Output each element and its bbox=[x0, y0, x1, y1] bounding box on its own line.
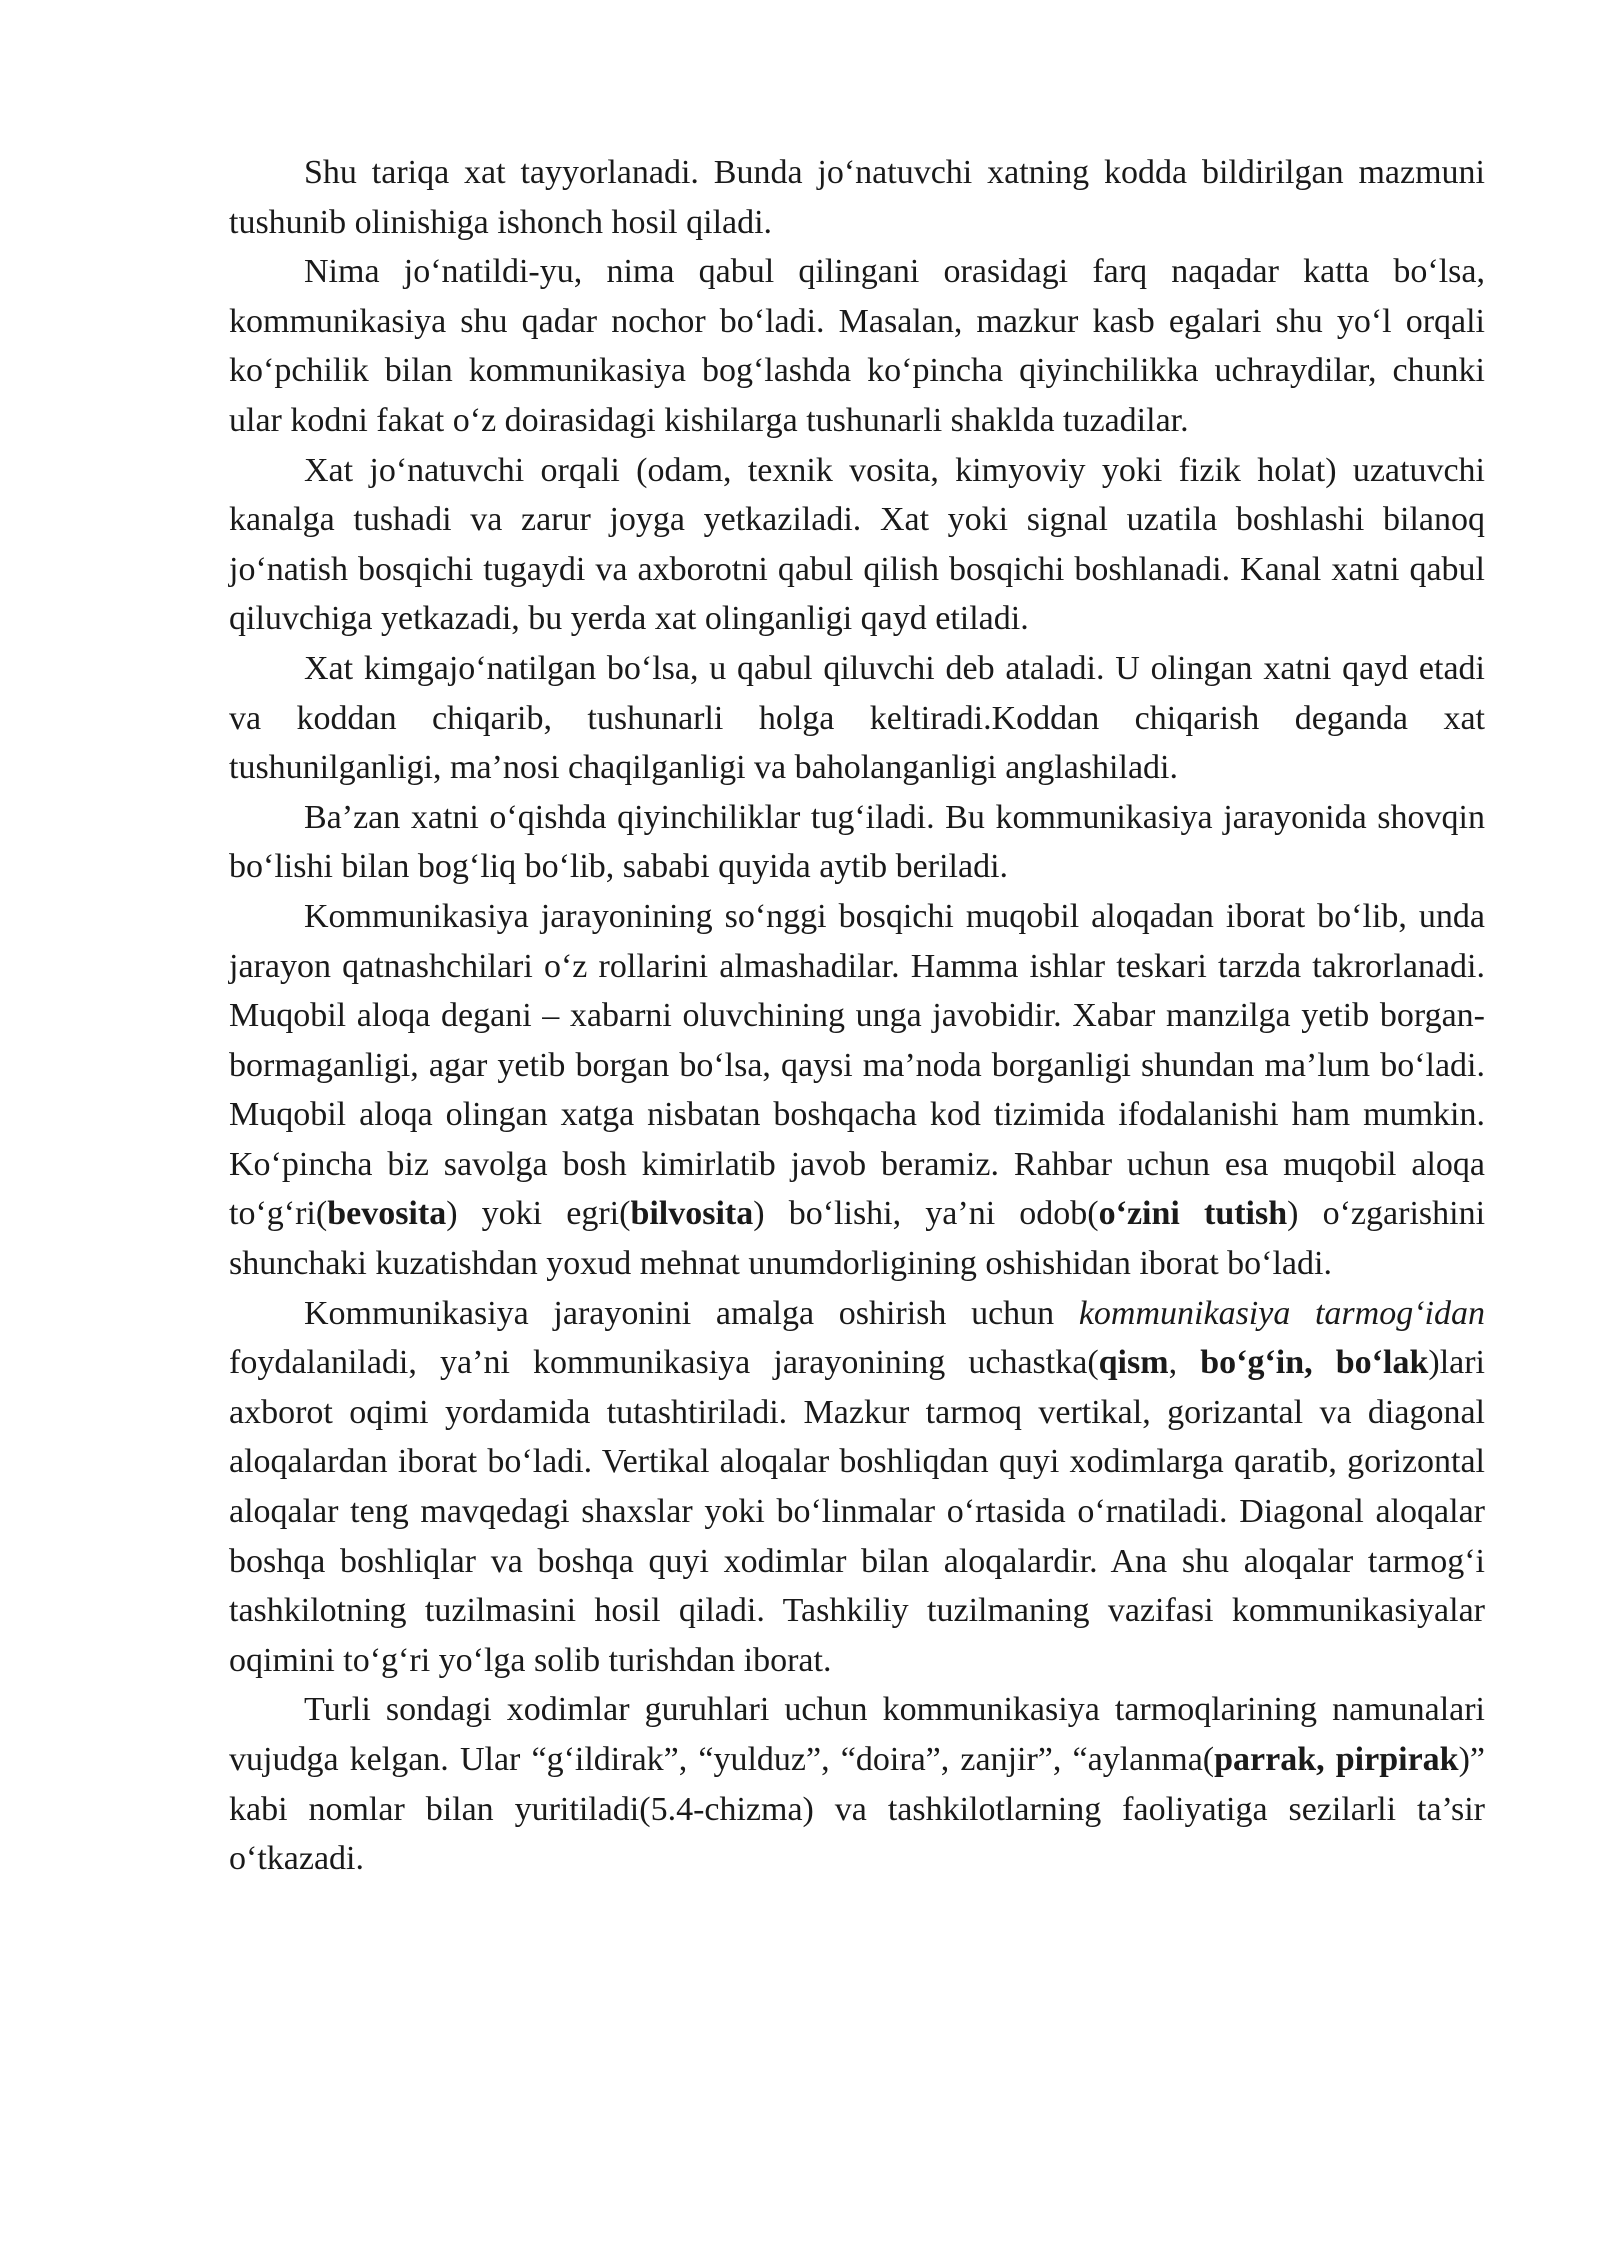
text-run: ) bo‘lishi, ya’ni odob( bbox=[753, 1195, 1099, 1233]
text-run: , bbox=[1168, 1344, 1201, 1382]
text-run: ) o‘zgarishini shunchaki kuzatishdan yoxud mehnat unumdorligining oshishidan iborat bo‘ladi. bbox=[229, 1195, 1486, 1283]
text-run: ) yoki egri( bbox=[446, 1195, 631, 1233]
text-run: Nima jo‘natildi-yu, nima qabul qilingani orasidagi farq naqadar katta bo‘lsa, kommunikasiya shu qadar nochor bo‘ladi. Masalan, mazkur kasb egalari shu yo‘l orqali ko‘pchilik bilan kommunikasiya bog‘lashda ko‘pincha qiyinchilikka uchraydilar, chunki ular kodni fakat o‘z doirasidagi kishilarga tushunarli shaklda tuzadilar. bbox=[229, 253, 1485, 439]
text-run: foydalaniladi, ya’ni kommunikasiya jarayonining uchastka( bbox=[229, 1344, 1099, 1382]
text-run: )” kabi nomlar bilan yuritiladi(5.4-chizma) va tashkilotlarning faoliyatiga sezilarli ta’sir o‘tkazadi. bbox=[229, 1741, 1485, 1878]
text-run: Xat jo‘natuvchi orqali (odam, texnik vosita, kimyoviy yoki fizik holat) uzatuvchi kanalga tushadi va zarur joyga yetkaziladi. Xat yoki signal uzatila boshlashi bilanoq jo‘natish bosqichi tugaydi va axborotni qabul qilish bosqichi boshlanadi. Kanal xatni qabul qiluvchiga yetkazadi, bu yerda xat olinganligi qayd etiladi. bbox=[229, 451, 1485, 638]
text-run: Kommunikasiya jarayonining so‘nggi bosqichi muqobil aloqadan iborat bo‘lib, unda jarayon qatnashchilari o‘z rollarini almashadilar. Hamma ishlar teskari tarzda takrorlanadi. Muqobil aloqa degani – xabarni oluvchining unga javobidir. Xabar manzilga yetib borgan-bormaganligi, agar yetib borgan bo‘lsa, qaysi ma’noda borganligi shundan ma’lum bo‘ladi. Muqobil aloqa olingan xatga nisbatan boshqacha kod tizimida ifodalanishi ham mumkin. Ko‘pincha biz savolga bosh kimirlatib javob beramiz. Rahbar uchun esa muqobil aloqa to‘g‘ri( bbox=[229, 897, 1485, 1233]
italic-term: kommunikasiya tarmog‘idan bbox=[1078, 1294, 1485, 1332]
text-run: Xat kimgajo‘natilgan bo‘lsa, u qabul qiluvchi deb ataladi. U olingan xatni qayd etadi va koddan chiqarib, tushunarli holga keltiradi.Koddan chiqarish deganda xat tushunilganligi, ma’nosi chaqilganligi va baholanganligi anglashiladi. bbox=[229, 649, 1485, 787]
text-run: )lari axborot oqimi yordamida tutashtiriladi. Mazkur tarmoq vertikal, gorizantal va diagonal aloqalardan iborat bo‘ladi. Vertikal aloqalar boshliqdan quyi xodimlarga qaratib, gorizontal aloqalar teng mavqedagi shaxslar yoki bo‘linmalar o‘rtasida o‘rnatiladi. Diagonal aloqalar boshqa boshliqlar va boshqa quyi xodimlar bilan aloqalardir. Ana shu aloqalar tarmog‘i tashkilotning tuzilmasini hosil qiladi. Tashkiliy tuzilmaning vazifasi kommunikasiyalar oqimini to‘g‘ri yo‘lga solib turishdan iborat. bbox=[229, 1344, 1486, 1679]
paragraph bbox=[229, 446, 1485, 644]
document-page bbox=[229, 148, 1485, 1884]
text-run: Ba’zan xatni o‘qishda qiyinchiliklar tug‘iladi. Bu kommunikasiya jarayonida shovqin bo‘lishi bilan bog‘liq bo‘lib, sababi quyida aytib beriladi. bbox=[229, 798, 1485, 886]
bold-term: parrak, pirpirak bbox=[1214, 1741, 1459, 1778]
paragraph bbox=[229, 892, 1485, 1289]
bold-term: bilvosita bbox=[630, 1195, 754, 1233]
paragraph bbox=[229, 148, 1485, 247]
text-run: Kommunikasiya jarayonini amalga oshirish uchun bbox=[304, 1294, 1079, 1332]
bold-term: bevosita bbox=[327, 1195, 447, 1233]
bold-term: qism bbox=[1098, 1344, 1169, 1382]
paragraph bbox=[229, 644, 1485, 793]
bold-term: bo‘g‘in, bo‘lak bbox=[1200, 1344, 1429, 1382]
text-run: Turli sondagi xodimlar guruhlari uchun kommunikasiya tarmoqlarining namunalari vujudga kelgan. Ular “g‘ildirak”, “yulduz”, “doira”, zanjir”, “aylanma( bbox=[229, 1691, 1485, 1778]
text-run: Shu tariqa xat tayyorlanadi. Bunda jo‘natuvchi xatning kodda bildirilgan mazmuni tushunib olinishiga ishonch hosil qiladi. bbox=[229, 154, 1485, 241]
paragraph bbox=[229, 1685, 1485, 1883]
paragraph bbox=[229, 247, 1485, 445]
bold-term: o‘zini tutish bbox=[1098, 1195, 1288, 1233]
paragraph bbox=[229, 793, 1485, 892]
paragraph bbox=[229, 1289, 1485, 1686]
